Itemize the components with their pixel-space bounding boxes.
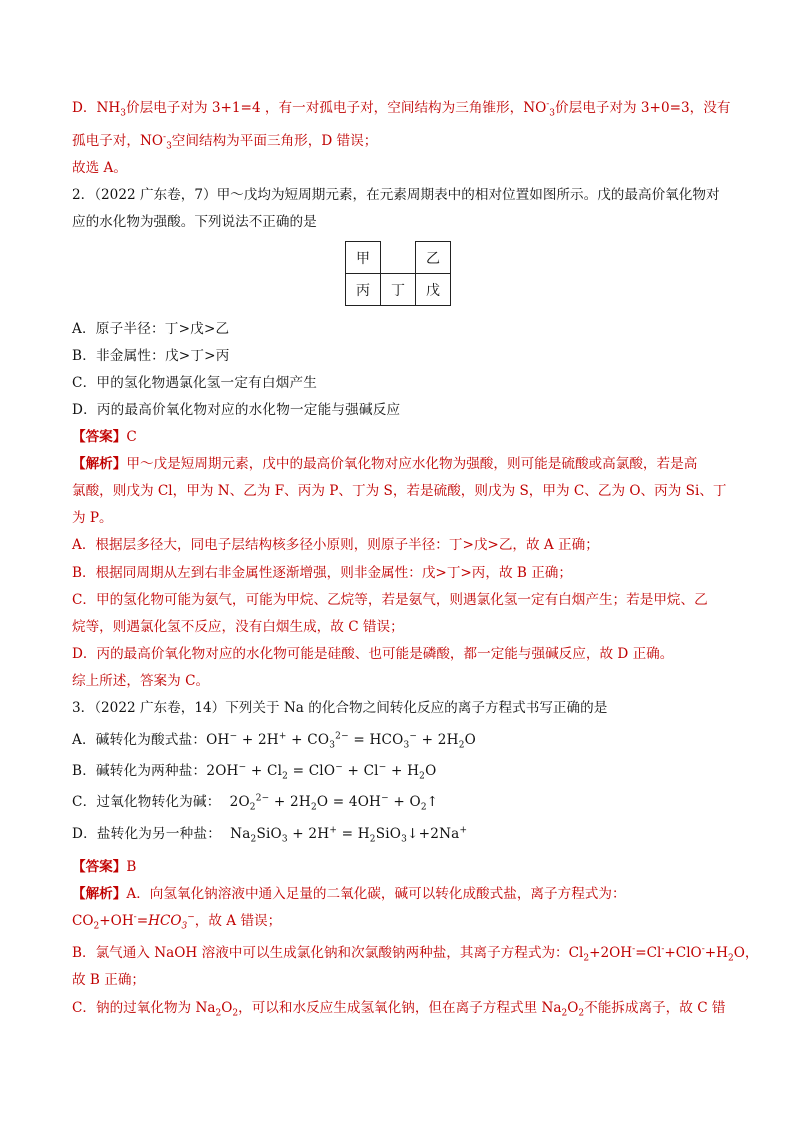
q3-option-a: A．碱转化为酸式盐：$OH^- + 2H^+ + CO_3^{2-} = HCO_3^- + 2H_2O$ [72,731,476,751]
periodic-position-table [345,241,451,306]
cell-wu: 戊 [416,274,451,306]
q1-option-d-analysis-line2: 孤电子对，$NO^-_3$空间结构为平面三角形，D 错误； [72,132,378,152]
q2-option-c: C．甲的氢化物遇氯化氢一定有白烟产生 [72,375,318,391]
q2-analysis-line6: C．甲的氢化物可能为氨气，可能为甲烷、乙烷等，若是氨气，则遇氯化氢一定有白烟产生；若是甲烷、乙 [72,592,708,608]
q3-option-d: D．盐转化为另一种盐： $Na_2SiO_3 + 2H^+$ = $H_2SiO_3↓+2Na^+$ [72,825,468,845]
q3-analysis-line5: C．钠的过氧化物为 $Na_2O_2$，可以和水反应生成氢氧化钠，但在离子方程式里 $Na_2O_2$不能拆成离子，故 C 错 [72,1000,726,1019]
q2-analysis-line7: 烷等，则遇氯化氢不反应，没有白烟生成，故 C 错误； [72,619,404,635]
q3-analysis-line3: B．氯气通入 NaOH 溶液中可以生成氯化钠和次氯酸钠两种盐，其离子方程式为：$Cl_2+2OH^-=Cl^-+ClO^-+H_2O$， [72,944,759,964]
q2-analysis-line2: 氯酸，则戊为 Cl，甲为 N、乙为 F、丙为 P、丁为 S，若是硫酸，则戊为 S，甲为 C、乙为 O、丙为 Si、丁 [72,483,727,499]
cell-ding: 丁 [381,274,416,306]
q2-stem-line2: 应的水化物为强酸。下列说法不正确的是 [72,214,317,230]
q3-analysis-line2: $CO_2+OH^-=HCO_3^-$，故 A 错误； [72,912,282,932]
q3-answer: 【答案】B [72,859,137,875]
q2-analysis-line8: D．丙的最高价氧化物对应的水化物可能是硅酸、也可能是磷酸，都一定能与强碱反应，故 D 正确。 [72,646,674,662]
q1-option-d-analysis-line1: D．$NH_3$价层电子对为 3+1=4 ，有一对孤电子对，空间结构为三角锥形，$NO^-_3$价层电子对为 3+0=3，没有 [72,99,731,119]
q2-analysis-line4: A．根据层多径大，同电子层结构核多径小原则，则原子半径：丁>戊>乙，故 A 正确； [72,537,599,553]
q2-analysis-line5: B．根据同周期从左到右非金属性逐渐增强，则非金属性：戊>丁>丙，故 B 正确； [72,565,572,581]
q3-option-b: B．碱转化为两种盐：$2OH^- + Cl_2 = ClO^- + Cl^- + H_2O$ [72,762,437,782]
q2-option-b: B．非金属性：戊>丁>丙 [72,348,230,364]
q2-stem-line1: 2．（2022 广东卷，7）甲～戊均为短周期元素，在元素周期表中的相对位置如图所示。戊的最高价氧化物对 [72,187,720,203]
q2-answer: 【答案】C [72,429,137,445]
q3-option-c: C．过氧化物转化为碱： $2O_2^{2-} + 2H_2O = 4OH^-$ + $O_2↑$ [72,793,439,813]
q2-analysis-line1: 【解析】甲～戊是短周期元素，戊中的最高价氧化物对应水化物为强酸，则可能是硫酸或高氯酸，若是高 [72,456,698,472]
q2-option-a: A．原子半径：丁>戊>乙 [72,321,230,337]
q3-stem: 3．（2022 广东卷，14）下列关于 Na 的化合物之间转化反应的离子方程式书写正确的是 [72,700,608,716]
cell-bing: 丙 [346,274,381,306]
cell-yi: 乙 [416,242,451,274]
q2-analysis-line3: 为 P。 [72,510,113,526]
q1-final-answer: 故选 A。 [72,160,127,176]
q2-analysis-line9: 综上所述，答案为 C。 [72,673,210,689]
cell-empty [381,242,416,274]
q3-analysis-line4: 故 B 正确； [72,972,146,988]
q3-analysis-line1: 【解析】A．向氢氧化钠溶液中通入足量的二氧化碳，碱可以转化成酸式盐，离子方程式为： [72,886,626,902]
cell-jia: 甲 [346,242,381,274]
q2-option-d: D．丙的最高价氧化物对应的水化物一定能与强碱反应 [72,402,401,418]
